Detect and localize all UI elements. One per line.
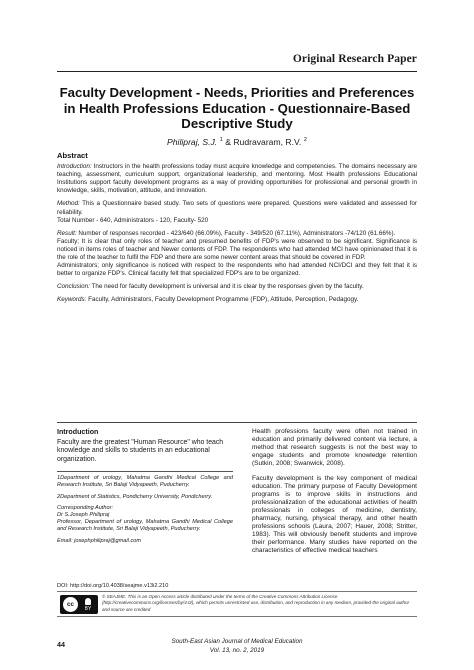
method-lead: Method: [57,200,80,208]
corresponding-author-label: Corresponding Author: [57,505,114,512]
introduction-heading: Introduction [57,428,99,436]
abstract-section [57,152,417,310]
creative-commons-badge-icon[interactable] [60,595,98,614]
introduction-lead: Introduction: [57,163,92,171]
abstract-introduction [57,163,417,195]
abstract-result [57,230,417,238]
attribution-icon [80,598,96,612]
result-administrators: Administrators; only significance is noticed with respect to the respondents who had attended NCI/DCI and they felt that it is better to organize FDP's. Clinical faculty felt that specialized FDP's are to be organized. [57,262,417,278]
author-1-superscript: 1 [219,137,223,144]
paper-title: Faculty Development - Needs, Priorities and Preferences in Health Professions Education - Questionnaire-Based Descriptive Study [59,85,415,132]
journal-footer [57,637,417,655]
corresponding-author-email[interactable]: Email: josephphilipraj@gmail.com [57,537,142,544]
author-1: Philipraj, S.J. [167,137,218,147]
footnote-divider [57,471,233,472]
keywords-text: Faculty, Administrators, Faculty Development Programme (FDP), Attitude, Perception, Pedagogy. [88,296,359,304]
result-faculty: Faculty; It is clear that only roles of teacher and presumed benefits of FDP's were observed to be significant. Significance is noticed in items roles of teacher and Newer contents of FDP. The respondents who had attended MCI have opinionated that it is the role of the teacher to fulfil the FDP and there are some newer content areas that should be covered in FDP. [57,237,417,262]
corresponding-author-name: Dr S.Joseph Philipraj [57,512,110,519]
page-number: 44 [57,640,65,649]
abstract-keywords [57,296,417,304]
abstract-divider [57,422,417,423]
author-2: & Rudravaram, R.V. [225,137,302,147]
abstract-conclusion [57,283,417,291]
result-lead: Result: [57,229,77,237]
introduction-paragraph: Faculty are the greatest "Human Resource" who teach knowledge and skills to students in an educational organization. [57,438,224,463]
affiliation-footnote-2: 2Department of Statistics, Pondicherry University, Pondicherry. [57,493,213,500]
affiliation-footnote-1: 1Department of urology, Mahatma Gandhi Medical College and Research Institute, Sri Balaji Vidyapeeth, Puducherry. [57,475,233,488]
method-text: This a Questionnaire based study. Two sets of questions were prepared. Questions were validated and assessed for reliability. [57,200,418,216]
body-paragraph-2: Faculty development is the key component of medical education. The primary purpose of Faculty Development programs is to improve skills in instructions and professionalization of the educational activities of health professionals in colleges of medicine, dentistry, pharmacy, nursing, physical therapy, and other health professions schools (Laura, 2007; Hauer, 2008; Stritter, 1983). This will obviously benefit students and improve their performance. Many studies have reported on the characteristics of effective medical teachers [252,475,417,554]
method-total: Total Number - 640, Administrators - 120, Faculty- 520 [57,216,209,224]
conclusion-lead: Conclusion: [57,283,90,291]
result-text: Number of responses recorded - 423/640 (66.09%), Faculty - 349/520 (67.11%), Administrators -74/120 (61.66%). [78,229,396,237]
conclusion-text: The need for faculty development is universal and it is clear by the responses given by the faculty. [91,283,364,291]
journal-volume: Vol. 13, no. 2, 2019 [209,647,265,654]
license-box [57,591,417,617]
article-type-label: Original Research Paper [292,53,417,65]
cc-icon: cc [63,597,78,612]
body-paragraph-1: Health professions faculty were often not trained in education and primarily delivered content via lecture, a method that research suggests is not the best way to engage students and promote knowledge retention (Sutkin, 2008; Swanwick, 2008). [252,428,417,467]
by-label: BY [84,606,92,612]
abstract-method [57,200,417,216]
license-text: © SEAJME. This is an Open Access article distributed under the terms of the Creative Commons Attribution License (http://creativecommons.org/licenses/by/4.0/), which permits unrestricted use, distribution, and reproduction in any medium, provided the original author and source are credited [102,594,410,612]
corresponding-author-affiliation: Professor, Department of urology, Mahatma Gandhi Medical College and Research Institute, Sri Balaji Vidyapeeth, Puducherry. [57,518,233,532]
header-divider [57,71,417,72]
author-line [57,137,417,147]
person-icon [85,598,91,605]
author-2-superscript: 2 [303,137,307,144]
right-column [252,428,417,562]
introduction-text: Instructors in the health professions today must acquire knowledge and competencies. The domains necessary are teaching, assessment, curriculum support, organizational leadership, and mentoring. Most Health professions Educational Institutions support faculty development programs as a way of providing opportunities for professional and personal growth in knowledge, skills, motivation, attitude, and innovation. [57,163,418,195]
abstract-heading: Abstract [57,151,88,160]
doi-link[interactable]: DOI: http://doi.org/10.4038/seajme.v13i2.210 [57,583,169,589]
keywords-lead: Keywords: [57,296,87,304]
journal-name: South-East Asian Journal of Medical Education [171,638,303,645]
left-column [57,428,233,549]
